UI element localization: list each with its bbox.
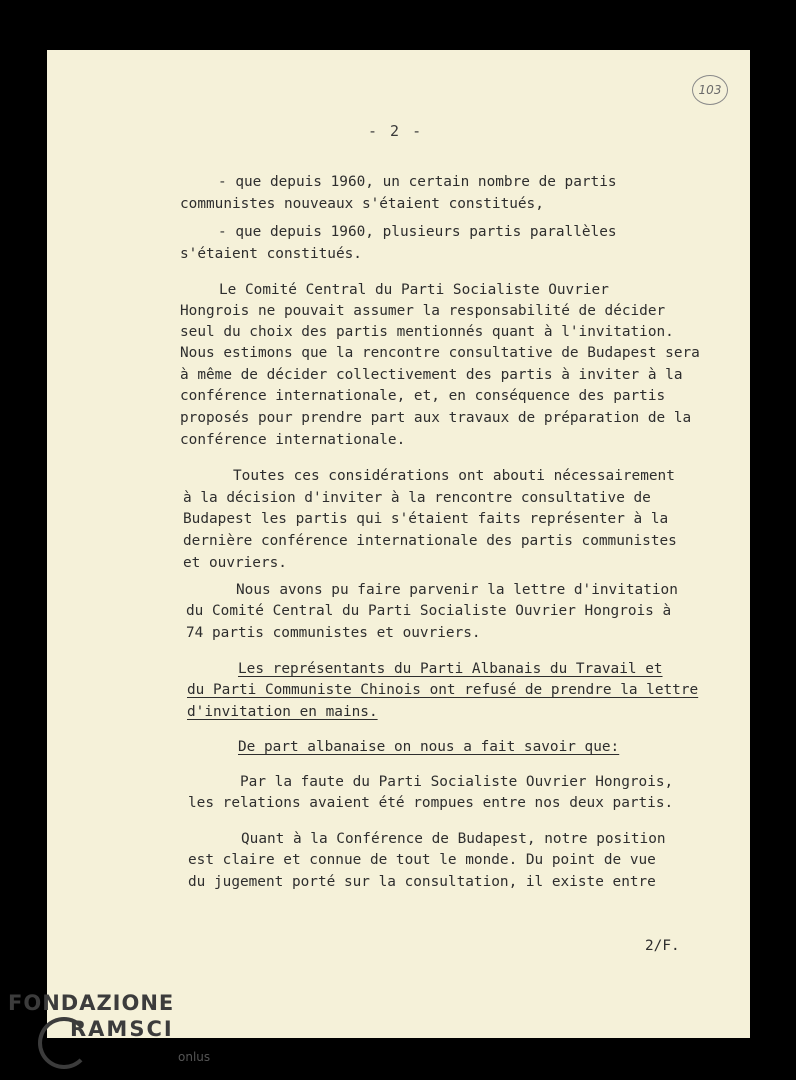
text-line-3: - que depuis 1960, plusieurs partis parallèles: [218, 224, 617, 240]
text-line-7: seul du choix des partis mentionnés quant à l'invitation.: [180, 324, 674, 340]
text-line-1: - que depuis 1960, un certain nombre de partis: [218, 174, 617, 190]
text-line-10: conférence internationale, et, en conséquence des partis: [180, 388, 666, 404]
text-line-27: Quant à la Conférence de Budapest, notre position: [241, 831, 666, 847]
text-line-13: Toutes ces considérations ont abouti nécessairement: [233, 468, 675, 484]
text-line-5: Le Comité Central du Parti Socialiste Ouvrier: [219, 282, 609, 298]
watermark-line-3: onlus: [178, 1050, 211, 1064]
text-line-8: Nous estimons que la rencontre consultative de Budapest sera: [180, 345, 700, 361]
text-line-24: De part albanaise on nous a fait savoir que:: [238, 739, 620, 755]
text-line-17: et ouvriers.: [183, 555, 287, 571]
text-line-4: s'étaient constitués.: [180, 246, 362, 262]
text-line-26: les relations avaient été rompues entre nos deux partis.: [188, 795, 674, 811]
watermark-line-2: RAMSCI: [70, 1017, 174, 1041]
text-line-2: communistes nouveaux s'étaient constitués,: [180, 196, 544, 212]
archive-stamp: [692, 75, 728, 105]
watermark-logo: [8, 991, 211, 1064]
stamp-number: 103: [698, 83, 722, 97]
text-line-28: est claire et connue de tout le monde. Du point de vue: [188, 852, 656, 868]
text-line-25: Par la faute du Parti Socialiste Ouvrier Hongrois,: [240, 774, 674, 790]
text-line-12: conférence internationale.: [180, 432, 406, 448]
text-line-21: Les représentants du Parti Albanais du Travail et: [238, 661, 663, 677]
watermark-line-1: FONDAZIONE: [8, 991, 175, 1015]
text-line-22: du Parti Communiste Chinois ont refusé de prendre la lettre: [187, 682, 699, 698]
text-line-11: proposés pour prendre part aux travaux de préparation de la: [180, 410, 692, 426]
text-line-20: 74 partis communistes et ouvriers.: [186, 625, 481, 641]
text-line-6: Hongrois ne pouvait assumer la responsabilité de décider: [180, 303, 666, 319]
text-line-16: dernière conférence internationale des partis communistes: [183, 533, 677, 549]
text-line-29: du jugement porté sur la consultation, il existe entre: [188, 874, 656, 890]
page-number: - 2 -: [368, 122, 424, 140]
footer-reference: 2/F.: [645, 938, 680, 954]
text-line-23: d'invitation en mains.: [187, 704, 378, 720]
text-line-15: Budapest les partis qui s'étaient faits représenter à la: [183, 511, 669, 527]
text-line-18: Nous avons pu faire parvenir la lettre d'invitation: [236, 582, 678, 598]
text-line-14: à la décision d'inviter à la rencontre consultative de: [183, 490, 651, 506]
text-line-19: du Comité Central du Parti Socialiste Ouvrier Hongrois à: [186, 603, 672, 619]
text-line-9: à même de décider collectivement des partis à inviter à la: [180, 367, 683, 383]
